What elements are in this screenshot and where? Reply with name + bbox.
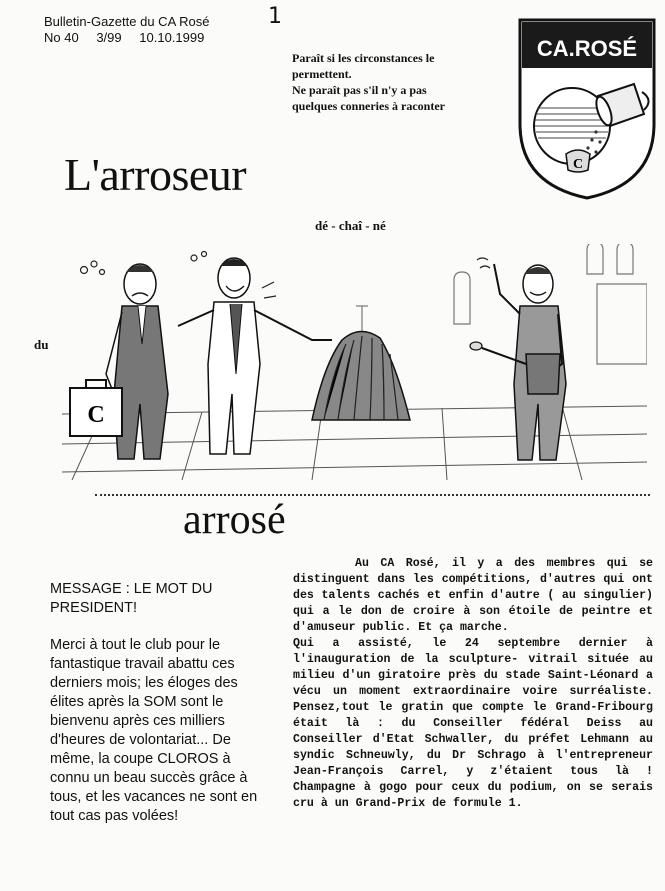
cartoon-illustration	[62, 244, 647, 480]
issue-line	[44, 30, 218, 46]
logo-text: CA.ROSÉ	[536, 36, 638, 61]
motto-line: Paraît si les circonstances le	[292, 51, 435, 65]
title-subtitle: dé - chaî - né	[315, 218, 386, 233]
logo-badge-letter: C	[572, 157, 584, 172]
issue-date: 10.10.1999	[139, 30, 205, 45]
bulletin-name: Bulletin-Gazette du CA Rosé	[44, 14, 210, 29]
message-body: Merci à tout le club pour le fantastique travail abattu ces derniers mois; les éloges des élites après la SOM sont le bienvenu après ces milliers d'heures de volontariat... De même, la coupe CLOROS à connu un beau succès grâce à tous, et les vacances ne sont en tout cas pas volées!	[50, 637, 258, 824]
dotted-divider	[95, 494, 650, 496]
message-title: MESSAGE : LE MOT DU PRESIDENT!	[50, 581, 213, 616]
bulletin-header	[44, 14, 218, 46]
article-paragraph: Au CA Rosé, il y a des membres qui se distinguent dans les compétitions, d'autres qui ont des talents cachés et enfin d'autre ( au singulier) qui a le don de croire à son étoile de peintre et d'amuseur public. Et ça marche.	[293, 557, 653, 634]
motto-line: Ne paraît pas s'il n'y a pas	[292, 83, 427, 97]
artist-figure	[470, 264, 566, 460]
title-word-arrose: arrosé	[183, 497, 286, 543]
motto	[292, 50, 445, 114]
curtain	[312, 331, 410, 420]
president-message	[50, 580, 272, 826]
page-number: 1	[268, 4, 282, 29]
club-logo	[516, 14, 658, 202]
title-word-du: du	[34, 337, 49, 352]
briefcase-letter: C	[87, 402, 105, 428]
smiling-man-figure	[178, 258, 332, 454]
motto-line: permettent.	[292, 67, 352, 81]
newsletter-title: L'arroseur	[64, 149, 247, 200]
article-paragraph: Qui a assisté, le 24 septembre dernier à l'inauguration de la sculpture- vitrail située au milieu d'un giratoire près du stade Saint-Léonard a vécu un moment extraordinaire voire surréaliste. Pensez,tout le gratin que compte le Grand-Fribourg était là : du Conseiller fédéral Deiss au Conseiller d'Etat Schwaller, du préfet Lehmann au syndic Schneuwly, du Dr Schrago à l'entrepreneur Jean-François Carrel, y z'étaient tous là ! Champagne à gogo pour ceux du podium, on se serais cru à un Grand-Prix de formule 1.	[293, 637, 653, 810]
issue-period: 3/99	[96, 30, 122, 45]
sad-man-figure	[70, 264, 168, 459]
issue-number: No 40	[44, 30, 79, 45]
main-article	[293, 556, 653, 812]
motto-line: quelques conneries à raconter	[292, 99, 445, 113]
